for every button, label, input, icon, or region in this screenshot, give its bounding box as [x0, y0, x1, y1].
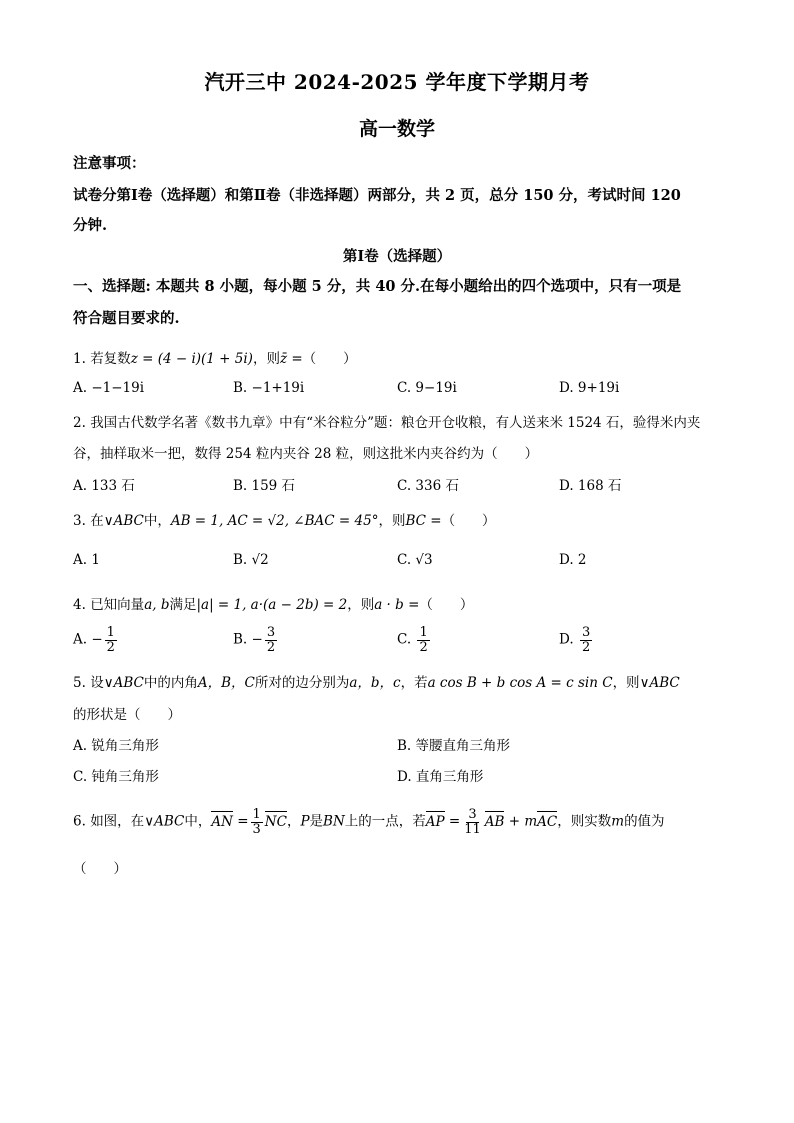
notice-heading: 注意事项：	[73, 155, 146, 172]
question-1-option-d: D. 9+19i	[559, 380, 620, 396]
question-2-stem-line-2: 谷，抽样取米一把，数得 254 粒内夹谷 28 粒，则这批米内夹谷约为（ ）	[73, 446, 539, 462]
vector-ac: AC	[537, 813, 558, 830]
question-4-option-d: D. $\frac{3}{2}$	[559, 625, 591, 655]
question-3-option-c: C. √3	[397, 552, 433, 568]
question-2-option-d: D. 168 石	[559, 478, 622, 494]
question-5-option-b: B. 等腰直角三角形	[397, 738, 511, 754]
question-number: 2.	[73, 415, 86, 431]
fraction: $\frac{1}{3}$	[252, 807, 261, 837]
fraction: $\frac{1}{2}$	[419, 625, 428, 655]
question-2-option-b: B. 159 石	[233, 478, 296, 494]
fraction: $\frac{3}{2}$	[266, 625, 276, 655]
question-3-option-d: D. 2	[559, 552, 587, 568]
question-number: 1.	[73, 351, 86, 367]
question-number: 6.	[73, 813, 86, 830]
question-4-stem: 4. 已知向量a, b满足|a| = 1, a·(a − 2b) = 2，则a · b =（ ）	[73, 597, 474, 613]
question-5-option-a: A. 锐角三角形	[73, 738, 159, 754]
fraction: $\frac{3}{11}$	[464, 807, 481, 837]
fraction: $\frac{1}{2}$	[106, 625, 115, 655]
vector-ap: AP	[425, 813, 445, 830]
exam-title: 汽开三中 2024-2025 学年度下学期月考	[204, 70, 590, 94]
question-3-option-a: A. 1	[73, 552, 100, 568]
question-3-option-b: B. √2	[233, 552, 269, 568]
question-2-stem-line-1: 2. 我国古代数学名著《数书九章》中有“米谷粒分”题：粮仓开仓收粮，有人送来米 1524 石，验得米内夹	[73, 415, 701, 431]
question-6-stem-line-1: 6. 如图，在∨ABC中，AN = $\frac{1}{3}$ NC，P是BN上的一点，若AP = $\frac{3}{11}$ AB + mAC，则实数m的值为	[73, 807, 665, 837]
fraction: $\frac{3}{2}$	[581, 625, 591, 655]
question-1-option-c: C. 9−19i	[397, 380, 457, 396]
question-5-stem-line-2: 的形状是（ ）	[73, 707, 181, 723]
question-number: 4.	[73, 597, 86, 613]
section-title: 第Ⅰ卷（选择题）	[342, 248, 452, 265]
question-5-option-d: D. 直角三角形	[397, 769, 484, 785]
vector-ab: AB	[484, 813, 505, 830]
question-1-stem: 1. 若复数z = (4 − i)(1 + 5i)，则z̄ =（ ）	[73, 351, 357, 367]
question-number: 5.	[73, 675, 86, 691]
section-desc-2: 符合题目要求的.	[73, 310, 180, 327]
question-4-option-a: A. − $\frac{1}{2}$	[73, 625, 115, 655]
question-number: 3.	[73, 513, 86, 529]
question-1-option-b: B. −1+19i	[233, 380, 305, 396]
section-desc-1: 一、选择题: 本题共 8 小题，每小题 5 分，共 40 分.在每小题给出的四个选项中，只有一项是	[73, 278, 682, 295]
question-4-option-b: B. − $\frac{3}{2}$	[233, 625, 276, 655]
question-1-option-a: A. −1−19i	[73, 380, 145, 396]
notice-line-1: 试卷分第Ⅰ卷（选择题）和第Ⅱ卷（非选择题）两部分，共 2 页，总分 150 分，考试时间 120	[73, 187, 681, 204]
question-5-option-c: C. 钝角三角形	[73, 769, 159, 785]
question-3-stem: 3. 在∨ABC中，AB = 1, AC = √2, ∠BAC = 45°，则BC =（ ）	[73, 513, 496, 529]
question-2-option-a: A. 133 石	[73, 478, 135, 494]
vector-nc: NC	[264, 813, 287, 830]
question-5-stem-line-1: 5. 设∨ABC中的内角A，B，C所对的边分别为a，b，c，若a cos B + b cos A = c sin C，则∨ABC	[73, 675, 680, 691]
question-2-option-c: C. 336 石	[397, 478, 459, 494]
exam-subtitle: 高一数学	[358, 118, 435, 140]
question-6-stem-line-2: （ ）	[73, 861, 127, 877]
vector-an: AN	[211, 813, 233, 830]
question-4-option-c: C. $\frac{1}{2}$	[397, 625, 428, 655]
notice-line-2: 分钟.	[73, 217, 108, 234]
